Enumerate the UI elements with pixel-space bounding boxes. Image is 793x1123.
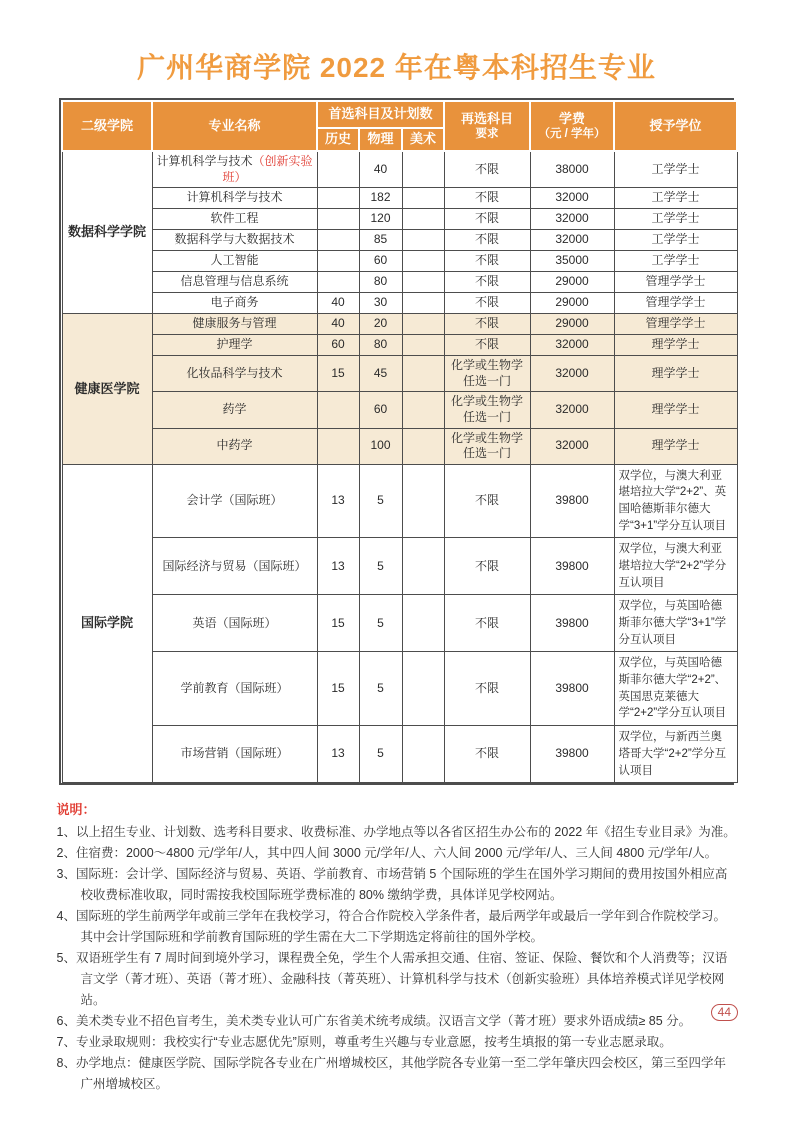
- tuition-cell: 32000: [530, 428, 614, 464]
- reselect-cell: 不限: [444, 151, 530, 188]
- major-name: 学前教育（国际班）: [180, 681, 289, 696]
- art-plan-cell: [402, 392, 444, 428]
- reselect-cell: 不限: [444, 251, 530, 272]
- reselect-cell: 不限: [444, 726, 530, 783]
- physics-plan-cell: 80: [359, 335, 402, 356]
- reselect-cell: 不限: [444, 464, 530, 538]
- physics-plan-cell: 120: [359, 209, 402, 230]
- header-college: 二级学院: [62, 101, 152, 151]
- art-plan-cell: [402, 356, 444, 392]
- physics-plan-cell: 5: [359, 538, 402, 595]
- degree-cell: 管理学学士: [614, 293, 737, 314]
- major-name: 数据科学与大数据技术: [174, 232, 295, 247]
- physics-plan-cell: 30: [359, 293, 402, 314]
- major-cell: [152, 230, 317, 251]
- header-tuition: [530, 101, 614, 151]
- major-name: 软件工程: [210, 211, 259, 226]
- tuition-cell: 39800: [530, 652, 614, 726]
- college-cell: 数据科学学院: [62, 151, 152, 314]
- art-plan-cell: [402, 251, 444, 272]
- table-body: [62, 151, 737, 783]
- admissions-table-wrapper: [59, 98, 734, 785]
- history-plan-cell: [317, 188, 359, 209]
- physics-plan-cell: 100: [359, 428, 402, 464]
- table-row: [62, 726, 737, 783]
- tuition-cell: 38000: [530, 151, 614, 188]
- header-major: 专业名称: [152, 101, 317, 151]
- history-plan-cell: [317, 392, 359, 428]
- major-name: 护理学: [216, 337, 253, 352]
- major-cell: [152, 272, 317, 293]
- header-reselect-line2: 要求: [475, 127, 499, 140]
- major-name: 信息管理与信息系统: [180, 274, 289, 289]
- tuition-cell: 39800: [530, 726, 614, 783]
- page-number-badge: 44: [711, 1004, 738, 1021]
- reselect-cell: 不限: [444, 188, 530, 209]
- tuition-cell: 32000: [530, 392, 614, 428]
- major-name: 人工智能: [210, 253, 259, 268]
- major-cell: [152, 538, 317, 595]
- header-physics: 物理: [359, 128, 402, 151]
- table-row: [62, 209, 737, 230]
- table-row: [62, 314, 737, 335]
- reselect-cell: 不限: [444, 230, 530, 251]
- major-name: 计算机科学与技术: [186, 190, 283, 205]
- header-history: 历史: [317, 128, 359, 151]
- major-cell: [152, 392, 317, 428]
- reselect-cell: 不限: [444, 293, 530, 314]
- history-plan-cell: 40: [317, 314, 359, 335]
- history-plan-cell: 13: [317, 464, 359, 538]
- major-name: 英语（国际班）: [192, 615, 277, 630]
- history-plan-cell: 60: [317, 335, 359, 356]
- history-plan-cell: 13: [317, 726, 359, 783]
- notes-list: [57, 822, 737, 1095]
- reselect-cell: 不限: [444, 595, 530, 652]
- notes-label: 说明：: [56, 802, 96, 818]
- table-row: [62, 188, 737, 209]
- note-item: 6、美术类专业不招色盲考生，美术类专业认可广东省美术统考成绩。汉语言文学（菁才班）要求外语成绩≥ 85 分。: [56, 1014, 692, 1028]
- reselect-cell: 化学或生物学任选一门: [444, 428, 530, 464]
- table-row: [62, 392, 737, 428]
- table-row: [62, 356, 737, 392]
- physics-plan-cell: 80: [359, 272, 402, 293]
- degree-cell: 理学学士: [614, 428, 737, 464]
- history-plan-cell: [317, 251, 359, 272]
- major-name: 电子商务: [210, 295, 259, 310]
- history-plan-cell: 15: [317, 595, 359, 652]
- physics-plan-cell: 60: [359, 251, 402, 272]
- degree-cell: 管理学学士: [614, 314, 737, 335]
- major-cell: [152, 293, 317, 314]
- table-row: [62, 251, 737, 272]
- tuition-cell: 32000: [530, 188, 614, 209]
- note-item: 4、国际班的学生前两学年或前三学年在我校学习，符合合作院校入学条件者，最后两学年或最后一学年到合作院校学习。其中会计学国际班和学前教育国际班的学生需在大二下学期选定将前往的国外学校。: [56, 909, 726, 944]
- tuition-cell: 39800: [530, 464, 614, 538]
- degree-cell: 双学位，与新西兰奥塔哥大学“2+2”学分互认项目: [614, 726, 737, 783]
- major-cell: [152, 595, 317, 652]
- major-name: 药学: [222, 402, 247, 417]
- note-item: 2、住宿费：2000～4800 元/学年/人，其中四人间 3000 元/学年/人、六人间 2000 元/学年/人、三人间 4800 元/学年/人。: [56, 846, 718, 860]
- major-cell: [152, 428, 317, 464]
- college-cell: 国际学院: [62, 464, 152, 782]
- degree-cell: 工学学士: [614, 230, 737, 251]
- header-degree: 授予学位: [614, 101, 737, 151]
- major-name: 中药学: [216, 438, 253, 453]
- table-header: [62, 101, 737, 151]
- major-name: 计算机科学与技术: [156, 154, 253, 168]
- reselect-cell: 不限: [444, 538, 530, 595]
- header-art: 美术: [402, 128, 444, 151]
- degree-cell: 工学学士: [614, 188, 737, 209]
- table-row: [62, 151, 737, 188]
- major-name-suffix: （创新实验班）: [222, 154, 313, 184]
- major-name: 会计学（国际班）: [186, 493, 283, 508]
- reselect-cell: 不限: [444, 335, 530, 356]
- major-name: 国际经济与贸易（国际班）: [162, 558, 307, 573]
- history-plan-cell: 40: [317, 293, 359, 314]
- major-cell: [152, 209, 317, 230]
- major-cell: [152, 464, 317, 538]
- notes-section: [57, 799, 737, 1095]
- degree-cell: 理学学士: [614, 356, 737, 392]
- physics-plan-cell: 5: [359, 595, 402, 652]
- reselect-cell: 不限: [444, 209, 530, 230]
- history-plan-cell: [317, 230, 359, 251]
- reselect-cell: 化学或生物学任选一门: [444, 356, 530, 392]
- major-cell: [152, 188, 317, 209]
- degree-cell: 工学学士: [614, 151, 737, 188]
- tuition-cell: 29000: [530, 314, 614, 335]
- tuition-cell: 32000: [530, 335, 614, 356]
- table-row: [62, 335, 737, 356]
- history-plan-cell: [317, 151, 359, 188]
- degree-cell: 工学学士: [614, 251, 737, 272]
- art-plan-cell: [402, 538, 444, 595]
- history-plan-cell: 15: [317, 652, 359, 726]
- physics-plan-cell: 5: [359, 652, 402, 726]
- tuition-cell: 32000: [530, 209, 614, 230]
- history-plan-cell: [317, 272, 359, 293]
- table-row: [62, 230, 737, 251]
- history-plan-cell: [317, 209, 359, 230]
- note-item: 1、以上招生专业、计划数、选考科目要求、收费标准、办学地点等以各省区招生办公布的 2022 年《招生专业目录》为准。: [56, 825, 736, 839]
- tuition-cell: 35000: [530, 251, 614, 272]
- reselect-cell: 不限: [444, 314, 530, 335]
- history-plan-cell: 13: [317, 538, 359, 595]
- art-plan-cell: [402, 272, 444, 293]
- table-row: [62, 272, 737, 293]
- degree-cell: 理学学士: [614, 392, 737, 428]
- art-plan-cell: [402, 209, 444, 230]
- degree-cell: 双学位，与英国哈德斯菲尔德大学“3+1”学分互认项目: [614, 595, 737, 652]
- table-row: [62, 428, 737, 464]
- major-cell: [152, 251, 317, 272]
- art-plan-cell: [402, 726, 444, 783]
- tuition-cell: 39800: [530, 538, 614, 595]
- page-title: 广州华商学院 2022 年在粤本科招生专业: [137, 52, 656, 83]
- physics-plan-cell: 20: [359, 314, 402, 335]
- art-plan-cell: [402, 293, 444, 314]
- note-item: 8、办学地点：健康医学院、国际学院各专业在广州增城校区，其他学院各专业第一至二学年肇庆四会校区，第三至四学年广州增城校区。: [56, 1056, 726, 1091]
- art-plan-cell: [402, 314, 444, 335]
- tuition-cell: 32000: [530, 356, 614, 392]
- note-item: 7、专业录取规则：我校实行“专业志愿优先”原则，尊重考生兴趣与专业意愿，按考生填报的第一专业志愿录取。: [56, 1035, 672, 1049]
- history-plan-cell: 15: [317, 356, 359, 392]
- note-item: 5、双语班学生有 7 周时间到境外学习，课程费全免，学生个人需承担交通、住宿、签证、保险、餐饮和个人消费等；汉语言文学（菁才班）、英语（菁才班）、金融科技（菁英班）、计算机科学与技术（创新实验班）具体培养模式详见学校网站。: [56, 951, 728, 1007]
- degree-cell: 双学位，与英国哈德斯菲尔德大学“2+2”、英国思克莱德大学“2+2”学分互认项目: [614, 652, 737, 726]
- art-plan-cell: [402, 464, 444, 538]
- major-name: 健康服务与管理: [192, 316, 277, 331]
- degree-cell: 双学位，与澳大利亚堪培拉大学“2+2”学分互认项目: [614, 538, 737, 595]
- major-name: 市场营销（国际班）: [180, 746, 289, 761]
- major-cell: [152, 335, 317, 356]
- header-subject-group: 首选科目及计划数: [317, 101, 444, 128]
- header-tuition-line1: 学费: [559, 110, 586, 126]
- physics-plan-cell: 45: [359, 356, 402, 392]
- degree-cell: 双学位，与澳大利亚堪培拉大学“2+2”、英国哈德斯菲尔德大学“3+1”学分互认项目: [614, 464, 737, 538]
- major-cell: [152, 314, 317, 335]
- tuition-cell: 32000: [530, 230, 614, 251]
- art-plan-cell: [402, 188, 444, 209]
- table-row: [62, 538, 737, 595]
- major-cell: [152, 151, 317, 188]
- reselect-cell: 化学或生物学任选一门: [444, 392, 530, 428]
- major-cell: [152, 652, 317, 726]
- art-plan-cell: [402, 151, 444, 188]
- physics-plan-cell: 5: [359, 464, 402, 538]
- header-reselect-line1: 再选科目: [461, 110, 514, 126]
- header-reselect: [444, 101, 530, 151]
- reselect-cell: 不限: [444, 272, 530, 293]
- degree-cell: 工学学士: [614, 209, 737, 230]
- major-name: 化妆品科学与技术: [186, 365, 283, 380]
- art-plan-cell: [402, 428, 444, 464]
- tuition-cell: 39800: [530, 595, 614, 652]
- art-plan-cell: [402, 595, 444, 652]
- table-row: [62, 464, 737, 538]
- reselect-cell: 不限: [444, 652, 530, 726]
- table-row: [62, 595, 737, 652]
- physics-plan-cell: 60: [359, 392, 402, 428]
- history-plan-cell: [317, 428, 359, 464]
- major-cell: [152, 726, 317, 783]
- header-tuition-line2: （元 / 学年）: [538, 127, 606, 140]
- art-plan-cell: [402, 652, 444, 726]
- degree-cell: 管理学学士: [614, 272, 737, 293]
- physics-plan-cell: 40: [359, 151, 402, 188]
- physics-plan-cell: 182: [359, 188, 402, 209]
- physics-plan-cell: 85: [359, 230, 402, 251]
- art-plan-cell: [402, 335, 444, 356]
- major-cell: [152, 356, 317, 392]
- physics-plan-cell: 5: [359, 726, 402, 783]
- table-row: [62, 293, 737, 314]
- degree-cell: 理学学士: [614, 335, 737, 356]
- art-plan-cell: [402, 230, 444, 251]
- note-item: 3、国际班：会计学、国际经济与贸易、英语、学前教育、市场营销 5 个国际班的学生在国外学习期间的费用按国外相应高校收费标准收取，同时需按我校国际班学费标准的 80% 缴纳学费，具体详见学校网站。: [56, 867, 728, 902]
- admissions-table: [61, 100, 738, 783]
- table-row: [62, 652, 737, 726]
- tuition-cell: 29000: [530, 272, 614, 293]
- college-cell: 健康医学院: [62, 314, 152, 465]
- tuition-cell: 29000: [530, 293, 614, 314]
